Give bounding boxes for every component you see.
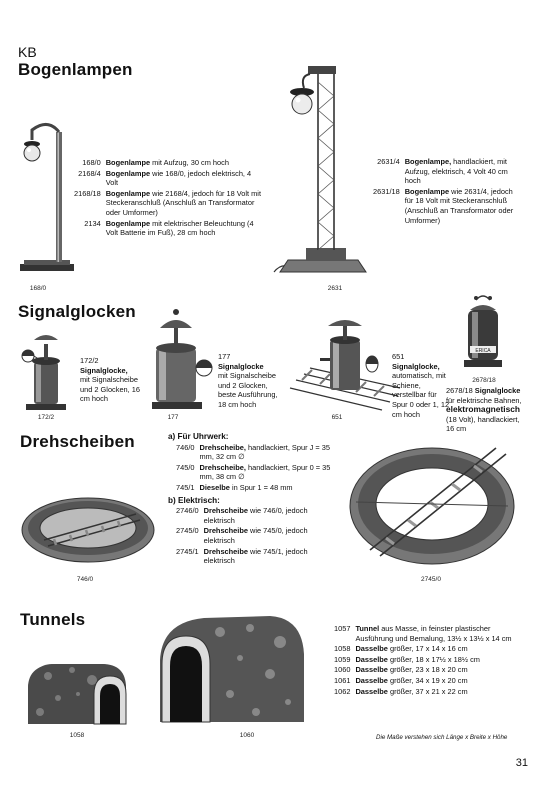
turntable-2745-illustration (346, 440, 518, 568)
caption-1060: 1060 (239, 732, 255, 739)
bogenlampen-list-left (74, 158, 264, 239)
bell-172-illustration (22, 330, 72, 412)
lamp-168-illustration (18, 118, 78, 278)
list-item: 1058 Dasselbe größer, 17 x 14 x 16 cm (334, 644, 468, 654)
caption-746-0: 746/0 (76, 576, 94, 583)
list-item: 1062 Dasselbe größer, 37 x 21 x 22 cm (334, 686, 468, 696)
dimensions-note: Die Maße verstehen sich Länge x Breite x Höhe (376, 734, 508, 741)
lamp-2631-illustration (270, 62, 370, 282)
section-title-signalglocken: Signalglocken (18, 302, 136, 321)
bell-2678-illustration (462, 292, 504, 370)
list-item: 1061 Dasselbe größer, 34 x 19 x 20 cm (334, 675, 468, 685)
drehscheiben-list (168, 432, 338, 567)
bell-177-illustration (144, 306, 214, 412)
list-item: 2746/0 Drehscheibe wie 746/0, jedoch elektrisch (176, 506, 308, 525)
list-item: 2168/18 Bogenlampe wie 2168/4, jedoch für 18 Volt mit Steckeranschluß (Anschluß an Transformator oder Umformer) (74, 188, 262, 217)
bell-2678-label: ERICA (475, 348, 491, 354)
list-item: 745/0 Drehscheibe, handlackiert, Spur 0 = 35 mm, 38 cm ∅ (176, 462, 331, 482)
bell-177-text: 177 Signalglocke mit Signalscheibe und 2 Glocken, beste Ausführung, 18 cm hoch (218, 352, 278, 409)
list-item: 1060 Dasselbe größer, 23 x 18 x 20 cm (334, 665, 468, 675)
list-item: 1059 Dasselbe größer, 18 x 17½ x 18½ cm (334, 654, 480, 664)
caption-2745-0: 2745/0 (421, 576, 441, 583)
list-item: 2631/18 Bogenlampe wie 2631/4, jedoch für 18 Volt mit Steckeranschluß (Anschluß an Transformator oder Umformer) (373, 186, 514, 225)
bogenlampen-list-right (373, 157, 523, 226)
catalog-mark: KB (18, 44, 37, 60)
list-item: 168/0 Bogenlampe mit Aufzug, 30 cm hoch (82, 158, 229, 167)
bell-651-illustration (290, 318, 400, 414)
caption-177: 177 (167, 414, 179, 421)
section-title-tunnels: Tunnels (20, 610, 86, 629)
list-item: 1057 Tunnel aus Masse, in feinster plastischer Ausführung und Bemalung, 13½ x 13½ x 14 cm (334, 624, 512, 643)
list-item: 2745/0 Drehscheibe wie 745/0, jedoch elektrisch (176, 526, 308, 545)
tunnel-1058-illustration (28, 654, 132, 726)
list-item: 746/0 Drehscheibe, handlackiert, Spur J = 35 mm, 32 cm ∅ (176, 442, 330, 462)
caption-168-0: 168/0 (29, 285, 47, 292)
caption-2678-18: 2678/18 (472, 377, 496, 384)
caption-651: 651 (331, 414, 343, 421)
section-title-drehscheiben: Drehscheiben (20, 432, 135, 451)
bell-2678-text: 2678/18 Signalglocke für elektrische Bahnen, elektromagnetisch (18 Volt), handlackiert, 16 cm (446, 386, 522, 434)
caption-172-2: 172/2 (37, 414, 55, 421)
list-item: 2168/4 Bogenlampe wie 168/0, jedoch elektrisch, 4 Volt (78, 168, 252, 188)
list-item: 2134 Bogenlampe mit elektrischer Beleuchtung (4 Volt Batterie im Fuß), 28 cm hoch (84, 218, 254, 238)
elektrisch-heading: b) Elektrisch: (168, 495, 220, 505)
list-item: 745/1 Dieselbe in Spur 1 = 48 mm (176, 482, 293, 492)
bell-172-text: 172/2 Signalglocke, mit Signalscheibe und 2 Glocken, 16 cm hoch (80, 356, 140, 404)
bell-651-text: 651 Signalglocke, automatisch, mit Schiene, verstellbar für Spur 0 oder 1, 12 cm hoch (392, 352, 450, 419)
caption-2631: 2631 (327, 285, 343, 292)
list-item: 2631/4 Bogenlampe, handlackiert, mit Aufzug, elektrisch, 4 Volt 40 cm hoch (377, 157, 508, 186)
tunnel-1060-illustration (160, 614, 306, 726)
tunnels-list (334, 624, 524, 697)
list-item: 2745/1 Drehscheibe wie 745/1, jedoch elektrisch (176, 546, 308, 566)
uhrwerk-heading: a) Für Uhrwerk: (168, 432, 229, 441)
caption-1058: 1058 (69, 732, 85, 739)
turntable-746-illustration (20, 488, 158, 568)
section-title-bogenlampen: Bogenlampen (18, 60, 133, 79)
page-number: 31 (515, 757, 528, 769)
